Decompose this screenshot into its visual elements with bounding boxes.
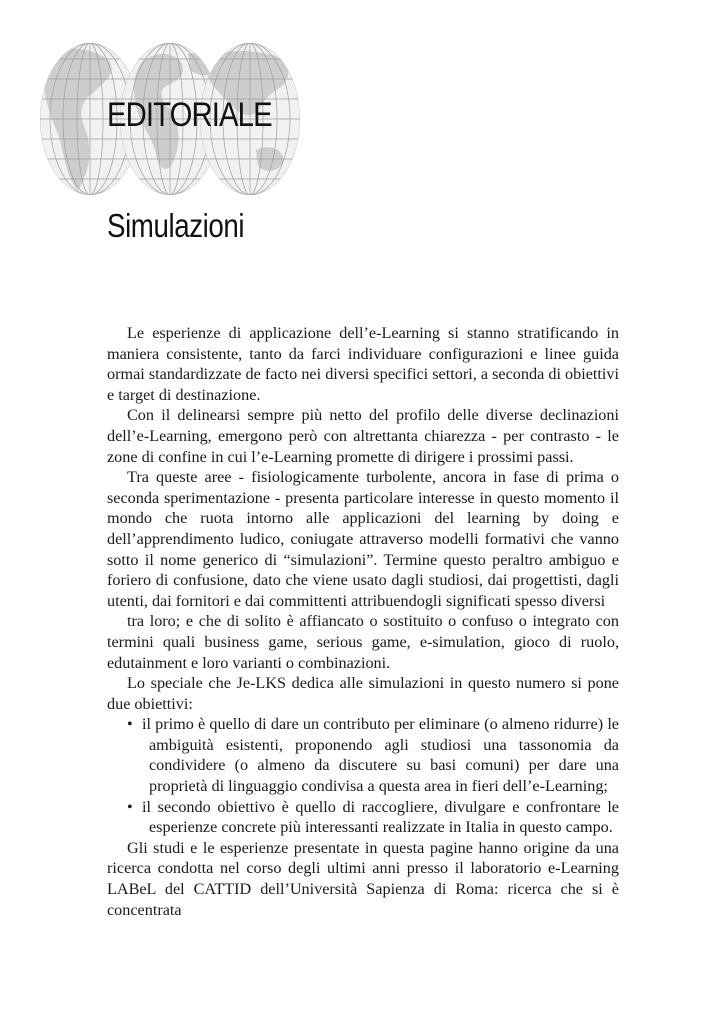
list-item: [107, 797, 619, 838]
paragraph: Le esperienze di applicazione dell’e-Learning si stanno stratificando in maniera consistente, tanto da farci individuare configurazioni e linee guida ormai standardizzate de facto nei diversi specifici settori, a seconda di obiettivi e target di destinazione.: [107, 324, 619, 404]
article-title: Simulazioni: [107, 207, 245, 244]
list-item-text: il primo è quello di dare un contributo per eliminare (o almeno ridurre) le ambiguità esistenti, proponendo agli studiosi una tassonomia da condividere (o almeno da discutere su basi comuni) per dare una proprietà di linguaggio condivisa a questa area in fieri dell’e-Learning;: [142, 715, 619, 796]
objectives-list: [107, 714, 619, 838]
bullet-icon: •: [127, 715, 133, 734]
section-label: EDITORIALE: [107, 96, 272, 134]
paragraph: Lo speciale che Je-LKS dedica alle simulazioni in questo numero si pone due obiettivi:: [107, 674, 619, 713]
article-body: [107, 323, 619, 920]
paragraph: Gli studi e le esperienze presentate in questa pagine hanno origine da una ricerca condotta nel corso degli ultimi anni presso il laboratorio e-Learning LABeL del CATTID dell’Università Sapienza di Roma: ricerca che si è concentrata: [107, 838, 619, 919]
list-item-text: il secondo obiettivo è quello di raccogliere, divulgare e confrontare le esperienze concrete più interessanti realizzate in Italia in questo campo.: [142, 797, 619, 837]
bullet-icon: •: [127, 797, 133, 816]
paragraph: tra loro; e che di solito è affiancato o sostituito o confuso o integrato con termini quali business game, serious game, e-simulation, gioco di ruolo, edutainment e loro varianti o combinazioni.: [107, 612, 619, 672]
list-item: [107, 714, 619, 796]
paragraph: Con il delinearsi sempre più netto del profilo delle diverse declinazioni dell’e-Learning, emergono però con altrettanta chiarezza - per contrasto - le zone di confine in cui l’e-Learning promette di dirigere i prossimi passi.: [107, 406, 619, 466]
paragraph: Tra queste aree - fisiologicamente turbolente, ancora in fase di prima o seconda sperimentazione - presenta particolare interesse in questo momento il mondo che ruota intorno alle applicazioni del learning by doing e dell’apprendimento ludico, coniugate attraverso modelli formativi che vanno sotto il nome generico di “simulazioni”. Termine questo peraltro ambiguo e foriero di confusione, dato che viene usato dagli studiosi, dai progettisti, dagli utenti, dai fornitori e dai committenti attribuendogli significati spesso diversi: [107, 468, 619, 610]
